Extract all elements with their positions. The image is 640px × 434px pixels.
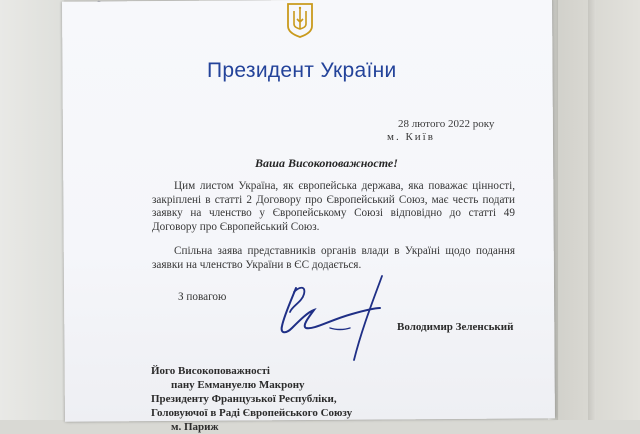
body-paragraph-2: Спільна заява представників органів влади в Україні щодо подання заявки на членство України в ЄС додається. bbox=[152, 245, 515, 271]
paper-stack-edge-2 bbox=[588, 0, 596, 420]
desk-background-left bbox=[0, 0, 64, 420]
letter-date: 28 лютого 2022 року bbox=[398, 118, 495, 130]
signer-name: Володимир Зеленський bbox=[397, 321, 514, 333]
office-heading: Президент України bbox=[207, 59, 397, 82]
addressee-line-1: Його Високоповажності bbox=[151, 365, 270, 377]
addressee-line-4: Головуючої в Раді Європейського Союзу bbox=[151, 407, 353, 419]
handwritten-signature bbox=[270, 268, 390, 364]
addressee-line-5: м. Париж bbox=[171, 421, 219, 433]
body-paragraph-1: Цим листом Україна, як європейська держава, яка поважає цінності, закріплені в статті 2 Договору про Європейський Союз, має честь подати заявку на членство у Європейському Союзі відповідно до статті 49 Договору про Європейський Союз. bbox=[152, 180, 515, 233]
addressee-line-3: Президенту Французької Республіки, bbox=[151, 393, 337, 405]
coat-of-arms-trident-icon bbox=[284, 2, 316, 38]
closing-phrase: З повагою bbox=[178, 291, 227, 303]
letter-city: м. Київ bbox=[387, 131, 435, 143]
addressee-line-2: пану Еммануелю Макрону bbox=[171, 379, 305, 391]
salutation: Ваша Високоповажносте! bbox=[255, 156, 398, 170]
